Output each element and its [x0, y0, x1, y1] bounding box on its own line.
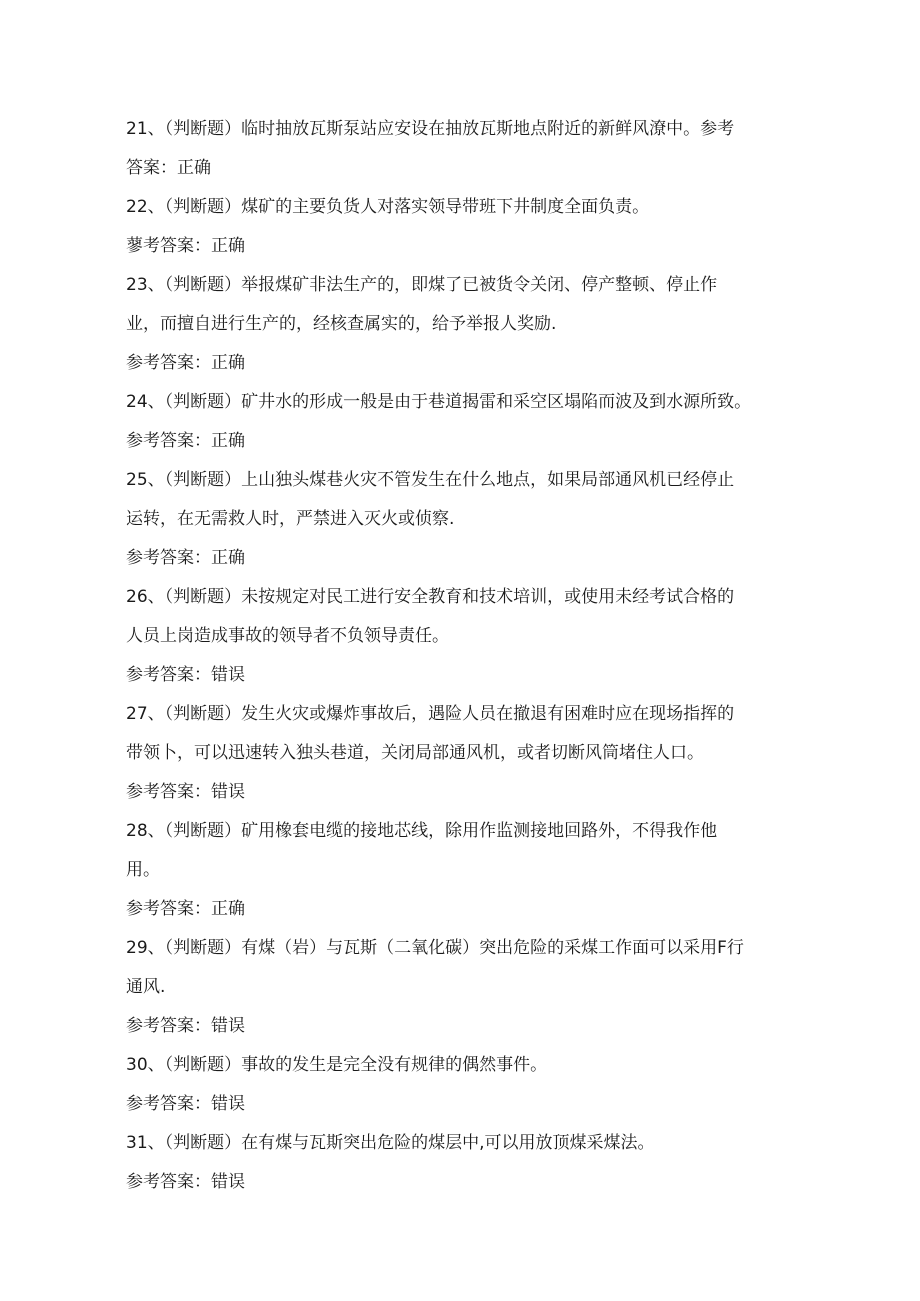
answer-22: 蓼考答案：正确 [126, 236, 245, 256]
question-28-line-1: 28、（判断题）矿用橡套电缆的接地芯线，除用作监测接地回路外，不得我作他 [126, 821, 718, 841]
question-28-line-2: 用。 [126, 860, 160, 880]
answer-30: 参考答案：错误 [126, 1094, 245, 1114]
question-26-line-1: 26、（判断题）未按规定对民工进行安全教育和技术培训，或使用未经考试合格的 [126, 587, 735, 607]
question-22-line-1: 22、（判断题）煤矿的主要负货人对落实领导带班下井制度全面负责。 [126, 197, 650, 217]
question-23-line-1: 23、（判断题）举报煤矿非法生产的，即煤了已被货令关闭、停产整顿、停止作 [126, 275, 718, 295]
question-25-line-1: 25、（判断题）上山独头煤巷火灾不管发生在什么地点，如果局部通风机已经停止 [126, 470, 735, 490]
question-29-line-1: 29、（判断题）有煤（岩）与瓦斯（二氧化碳）突出危险的采煤工作面可以采用F行 [126, 938, 744, 958]
question-21-line-1: 21、（判断题）临时抽放瓦斯泵站应安设在抽放瓦斯地点附近的新鲜风潦中。参考 [126, 119, 735, 139]
question-23-line-2: 业，而擅自进行生产的，经核查属实的，给予举报人奖励. [126, 314, 557, 334]
question-27-line-2: 带领卜，可以迅速转入独头巷道，关闭局部通风机，或者切断风筒堵住人口。 [126, 743, 704, 763]
question-29-line-2: 通风. [126, 977, 166, 997]
question-27-line-1: 27、（判断题）发生火灾或爆炸事故后，遇险人员在撤退有困难时应在现场指挥的 [126, 704, 735, 724]
answer-26: 参考答案：错误 [126, 665, 245, 685]
question-31-line-1: 31、（判断题）在有煤与瓦斯突出危险的煤层中,可以用放顶煤采煤法。 [126, 1133, 655, 1153]
answer-24: 参考答案：正确 [126, 431, 245, 451]
question-21-line-2: 答案：正确 [126, 158, 211, 178]
answer-25: 参考答案：正确 [126, 548, 245, 568]
question-24-line-1: 24、（判断题）矿井水的形成一般是由于巷道揭雷和采空区塌陷而波及到水源所致。 [126, 392, 752, 412]
question-30-line-1: 30、（判断题）事故的发生是完全没有规律的偶然事件。 [126, 1055, 548, 1075]
answer-28: 参考答案：正确 [126, 899, 245, 919]
question-25-line-2: 运转，在无需救人时，严禁进入灭火或侦察. [126, 509, 455, 529]
question-26-line-2: 人员上岗造成事故的领导者不负领导责任。 [126, 626, 449, 646]
answer-27: 参考答案：错误 [126, 782, 245, 802]
answer-23: 参考答案：正确 [126, 353, 245, 373]
answer-31: 参考答案：错误 [126, 1172, 245, 1192]
answer-29: 参考答案：错误 [126, 1016, 245, 1036]
